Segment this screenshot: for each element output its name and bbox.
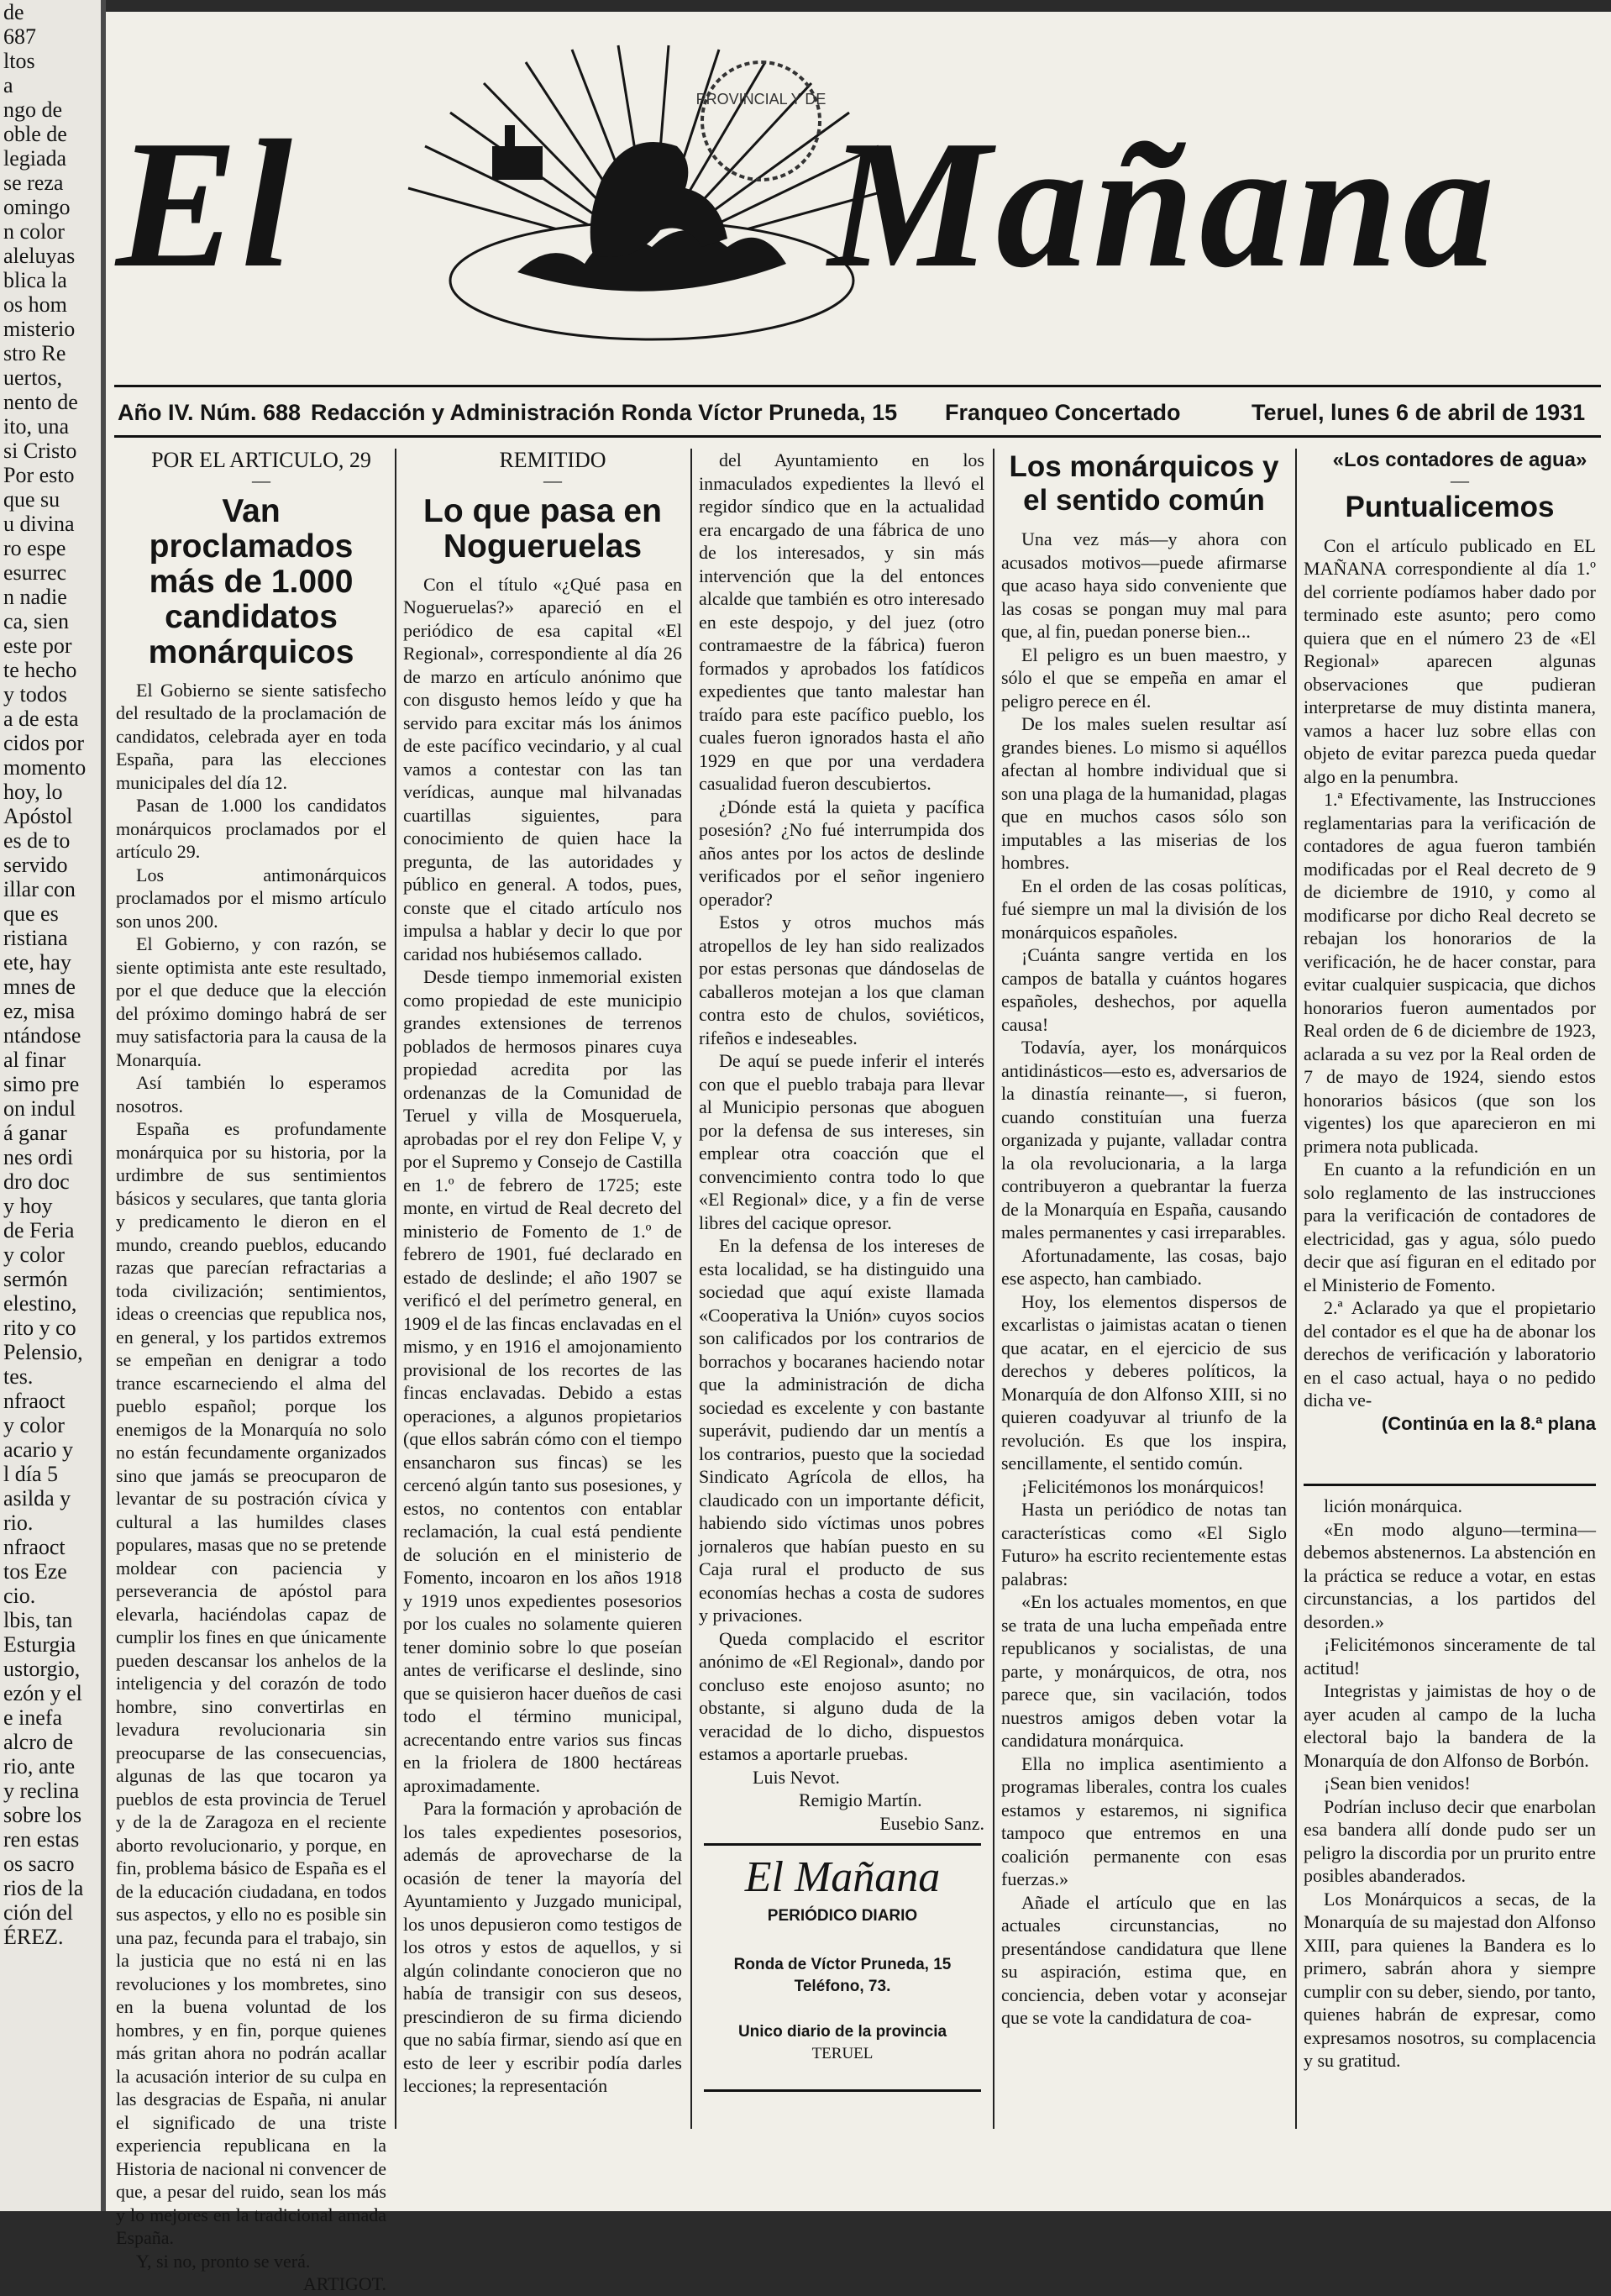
spine-text-fragment: misterio (3, 317, 76, 341)
paragraph: Queda complacido el escritor anónimo de «El Regional», dando por concluso este enojoso asunto; no obstante, si alguno duda de la veracidad de lo dicho, dispuestos estamos a aportarle pruebas. (699, 1627, 984, 1764)
spine-text-fragment: mnes de (3, 975, 76, 999)
paragraph: En cuanto a la refundición en un solo reglamento de las instrucciones para la verificación de contadores de electricidad, gas y agua, sólo puedo decir que así figuran en el editado por el Ministerio de Fomento. (1304, 1159, 1596, 1295)
article-body (403, 573, 682, 2098)
signer: Remigio Martín. (799, 1789, 922, 1810)
article-signature: ARTIGOT. (302, 2273, 386, 2294)
spine-text-fragment: y todos (3, 682, 67, 707)
newspaper-page (106, 12, 1611, 2294)
spine-text-fragment: de (3, 0, 24, 24)
masthead-advert-box (704, 1843, 981, 2092)
spine-text-fragment: si Cristo (3, 439, 77, 463)
adjacent-page-spine (0, 0, 106, 2211)
divider-dash: — (543, 469, 562, 491)
paragraph: Añade el artículo que en las actuales circunstancias, no presentándose candidatura que llene su aspiración, estima que, en conciencia, deben votar y aconsejar que se vote la candidatura de coa- (1001, 1891, 1287, 2028)
spine-text-fragment: e inefa (3, 1705, 63, 1730)
paragraph: Pasan de 1.000 los candidatos monárquicos proclamados por el artículo 29. (116, 795, 386, 862)
article-kicker: «Los contadores de agua» (1332, 449, 1587, 471)
ad-phone: Teléfono, 73. (794, 1978, 891, 1995)
article-headline: Puntualicemos (1345, 490, 1555, 523)
spine-text-fragment: simo pre (3, 1072, 80, 1096)
spine-text-fragment: te hecho (3, 658, 77, 682)
title-el: El (116, 103, 296, 306)
paragraph: ¡Sean bien venidos! (1324, 1773, 1471, 1794)
spine-text-fragment: y hoy (3, 1194, 53, 1218)
spine-text-fragment: elestino, (3, 1291, 77, 1316)
column-divider (395, 449, 396, 2129)
paragraph: En la defensa de los intereses de esta localidad, se ha distinguido una sociedad que aquí existe llamada «Cooperativa la Unión» cuyos socios son calificados por los contrarios de borrachos y bocaranes haciendo notar que la administración de dicha sociedad es excelente y con bastante superávit, pudiendo dar un mentís a los contrarios, puesto que la sociedad Sindicato Agrícola de ellos, ha claudicado con un importante déficit, habiendo sido víctimas unos pobres jornaleros que habían puesto en su Caja rural el producto de sus economías hechas a costa de sudores y privaciones. (699, 1235, 984, 1626)
spine-text-fragment: blica la (3, 268, 67, 292)
spine-text-fragment: n color (3, 219, 65, 244)
spine-text-fragment: de Feria (3, 1218, 75, 1243)
spine-text-fragment: sobre los (3, 1803, 82, 1827)
spine-text-fragment: ristiana (3, 926, 68, 950)
spine-text-fragment: acario y (3, 1437, 74, 1462)
masthead-rule-top (114, 385, 1601, 387)
article-headline: Van proclamados más de 1.000 candidatos monárquicos (148, 492, 354, 670)
spine-text-fragment: ito, una (3, 414, 69, 439)
spine-text-fragment: l día 5 (3, 1462, 58, 1486)
spine-text-fragment: y color (3, 1413, 65, 1437)
ad-city: TERUEL (811, 2045, 874, 2062)
paragraph: «En los actuales momentos, en que se trata de una lucha empeñada entre republicanos y socialistas, de una parte, y monárquicos, de otra, nos parece que, sin vacilación, todos nuestros amigos deben votar la candidatura monárquica. (1001, 1591, 1287, 1751)
spine-text-fragment: nfraoct (3, 1535, 66, 1559)
spine-text-fragment: nes ordi (3, 1145, 74, 1169)
paragraph: El peligro es un buen maestro, y sólo el que se empeña en amar el peligro perece en él. (1001, 644, 1287, 712)
spine-text-fragment: esurrec (3, 560, 67, 585)
spine-text-fragment: que su (3, 487, 60, 512)
article-nogueruelas-cont (699, 449, 984, 1834)
ad-subtitle: PERIÓDICO DIARIO (767, 1907, 918, 1925)
stamp-label: PROVINCIAL Y DE (695, 91, 826, 108)
paragraph: En el orden de las cosas políticas, fué siempre un mal la división de los monárquicos españoles. (1001, 875, 1287, 943)
article-body (699, 449, 984, 1766)
article-puntualicemos (1304, 449, 1596, 1478)
spine-text-fragment: á ganar (3, 1121, 67, 1145)
paragraph: El Gobierno se siente satisfecho del resultado de la proclamación de candidatos, celebrada ayer en toda España, para las elecciones municipales del día 12. (116, 679, 386, 793)
paragraph: De aquí se puede inferir el interés con que el pueblo trabaja para llevar al Municipio personas que aboguen por la defensa de sus intereses, sin emplear otra coacción que el convencimiento contra todo lo que «El Regional» dice, y a fin de verse libres del cacique opresor. (699, 1050, 984, 1233)
paragraph: Todavía, ayer, los monárquicos antidinásticos—esto es, adversarios de la dinastía reinante—, si fueron, cuando constituían una fuerza organizada y pujante, valladar contra la ola revolucionaria, a la larga contribuyeron a quebrantar la fuerza de la Monarquía en España, causando males permanentes y casi irreparables. (1001, 1037, 1287, 1243)
paragraph: «En modo alguno—termina—debemos abstenernos. La abstención en la práctica se reduce a votar, en estas circunstancias, a los partidos del desorden.» (1304, 1518, 1596, 1632)
spine-text-fragment: on indul (3, 1096, 76, 1121)
spine-text-fragment: legiada (3, 146, 67, 171)
spine-text-fragment: ren estas (3, 1827, 80, 1852)
spine-text-fragment: tos Eze (3, 1559, 67, 1584)
paragraph: ¡Cuánta sangre vertida en los campos de batalla y cuántos hogares españoles, deshechos, por aquella causa! (1001, 944, 1287, 1035)
signer: Eusebio Sanz. (879, 1812, 984, 1834)
spine-text-fragment: dro doc (3, 1169, 70, 1194)
paragraph: Así también lo esperamos nosotros. (116, 1072, 386, 1116)
spine-text-fragment: rito y co (3, 1316, 76, 1340)
spine-text-fragment: nfraoct (3, 1389, 66, 1413)
spine-text-fragment: cidos por (3, 731, 85, 755)
spine-text-fragment: ca, sien (3, 609, 69, 633)
continued-note: (Continúa en la 8.ª plana (1381, 1412, 1596, 1434)
masthead-rule-bottom (114, 435, 1601, 438)
ad-slogan: Unico diario de la provincia (737, 2023, 947, 2041)
spine-text-fragment: ltos (3, 49, 35, 73)
paragraph: Hasta un periódico de notas tan características como «El Siglo Futuro» ha escrito recientemente estas palabras: (1001, 1499, 1287, 1589)
paragraph: ¡Felicitémonos sinceramente de tal actitud! (1304, 1634, 1596, 1679)
archive-stamp-icon (702, 62, 820, 180)
article-kicker: POR EL ARTICULO, 29 (151, 448, 371, 472)
issue-number: Año IV. Núm. 688 (118, 400, 302, 425)
spine-text-fragment: Apóstol (3, 804, 73, 828)
spine-text-fragment: nento de (3, 390, 78, 414)
article-body (1001, 528, 1287, 2030)
divider-dash: — (252, 469, 270, 491)
spine-text-fragment: es de to (3, 828, 71, 853)
title-manana: Mañana (828, 103, 1500, 306)
column-divider (1295, 449, 1297, 2129)
paragraph: 1.ª Efectivamente, las Instrucciones reglamentarias para la verificación de contadores de agua fueron también modificadas por el Real decreto de 9 de diciembre de 1910, y como al modificarse por dicho Real decreto se rebajan los honorarios de la verificación, he de hacer constar, para evitar cualquier suspicacia, que dichos honorarios fueron aumentados por Real orden de 6 de diciembre de 1923, aclarada a su vez por la Real orden de 7 de mayo de 1924, siendo estos honorarios básicos (que son los vigentes) los que aparecieron en mi primera nota publicada. (1304, 789, 1596, 1157)
article-headline: Los monárquicos y el sentido común (1009, 450, 1279, 517)
divider-dash: — (1451, 469, 1469, 491)
spine-text-fragment: ustorgio, (3, 1657, 81, 1681)
dateline: Teruel, lunes 6 de abril de 1931 (1252, 400, 1586, 425)
spine-text-fragment: tes. (3, 1364, 34, 1389)
spine-text-fragment: Pelensio, (3, 1340, 83, 1364)
paragraph: 2.ª Aclarado ya que el propietario del contador es el que ha de abonar los derechos de verificación y laboratorio en el caso actual, haya o no pedido dicha ve- (1304, 1297, 1596, 1411)
section-rule (1304, 1484, 1596, 1486)
office-address: Redacción y Administración Ronda Víctor Pruneda, 15 (311, 400, 898, 425)
paragraph: Desde tiempo inmemorial existen como propiedad de este municipio grandes extensiones de terrenos poblados de hermosos pinares cuya propiedad acredita por las ordenanzas de la Comunidad de Teruel y villa de Mosqueruela, aprobadas por el rey don Felipe V, y por el Supremo y Consejo de Castilla en 1.º de febrero de 1725; este monte, en virtud de Real decreto del ministerio de Fomento de 1.º de febrero de 1901, fué declarado en estado de deslinde; el año 1907 se verificó el del perímetro general, en 1909 el de las fincas enclavadas en el mismo, y en 1916 el amojonamiento provisional de los recortes de las fincas enclavadas. Debido a estas operaciones, a algunos propietarios (que ellos sabrán cómo con el tiempo ensancharon sus fincas) se les cercenó algún tanto sus posesiones, y estos, no contentos con entablar reclamación, la cual está pendiente de solución en el ministerio de Fomento, incoaron en los años 1918 y 1919 unos expedientes posesorios por los cuales no solamente quieren tener dominio sobre lo que poseían antes de verificarse el deslinde, sino que se quisieron hacer dueños de casi todo el término municipal, acrecentando entre varios sus fincas en la friolera de 1800 hectáreas aproximadamente. (403, 966, 682, 1796)
spine-text-fragment: aleluyas (3, 244, 76, 268)
paragraph: Hoy, los elementos dispersos de excarlistas o jaimistas acatan o tienen que acatar, en el ejercicio de sus derechos y deberes políticos, la Monarquía de don Alfonso XIII, si no quieren coadyuvar al triunfo de la revolución. Es que los inspira, sencillamente, el sentido común. (1001, 1290, 1287, 1474)
issue-info-bar (118, 400, 1604, 433)
paragraph: Los antimonárquicos proclamados por el mismo artículo son unos 200. (116, 864, 386, 932)
spine-text-fragment: Por esto (3, 463, 75, 487)
spine-text-fragment: ezón y el (3, 1681, 82, 1705)
spine-text-fragment: a de esta (3, 707, 79, 731)
paragraph: Podrían incluso decir que enarbolan esa bandera allí donde pudo ser un peligro la discordia por un prurito entre posibles abanderados. (1304, 1795, 1596, 1886)
spine-text-fragment: y color (3, 1243, 65, 1267)
paragraph: lición monárquica. (1324, 1495, 1462, 1516)
spine-text-fragment: servido (3, 853, 68, 877)
paragraph: ¡Felicitémonos los monárquicos! (1021, 1475, 1265, 1497)
spine-text-fragment: sermón (3, 1267, 68, 1291)
article-proclamados (116, 448, 386, 2294)
ad-title: El Mañana (744, 1853, 941, 1901)
spine-text-fragment: ngo de (3, 97, 63, 122)
spine-text-fragment: omingo (3, 195, 71, 219)
postage-note: Franqueo Concertado (945, 400, 1181, 425)
spine-text-fragment: a (3, 73, 13, 97)
spine-text-fragment: stro Re (3, 341, 66, 365)
column-divider (993, 449, 994, 2129)
spine-text-fragment: ción del (3, 1900, 74, 1925)
article-body (116, 679, 386, 2273)
spine-text-fragment: ro espe (3, 536, 66, 560)
spine-text-fragment: n nadie (3, 585, 67, 609)
spine-text-fragment: asilda y (3, 1486, 71, 1511)
paragraph: Para la formación y aprobación de los tales expedientes posesorios, además de aprovecharse de la ocasión de tener la mayoría del Ayuntamiento y Juzgado municipal, los unos depusieron como testigos de los otros y estos de aquellos, y si algún colindante conocieron que no había de transigir con sus deseos, prescindieron de su firma diciendo que no sabía firmar, siendo así que en esto de leer y escribir podía darles lecciones; la representación (403, 1798, 682, 2096)
spine-text-fragment: uertos, (3, 365, 63, 390)
paragraph: De los males suelen resultar así grandes bienes. Lo mismo si aquéllos afectan al hombre individual que si son una plaga de la humanidad, plagas que en muchos casos sólo son imputables a las miserias de los hombres. (1001, 713, 1287, 873)
column-divider (690, 449, 692, 2129)
article-monarquicos-cont (1304, 1495, 1596, 2200)
spine-text-fragment: rio, ante (3, 1754, 76, 1778)
paragraph: Con el artículo publicado en EL MAÑANA correspondiente al día 1.º del corriente podíamos haber dado por terminado este asunto; pero como quiera que en el número 23 de «El Regional» aparecen algunas observaciones que pudieran interpretarse de muy distinta manera, vamos a hacer luz sobre ellas con objeto de evitar parezca pueda quedar algo en la penumbra. (1304, 534, 1596, 787)
spine-text-fragment: alcro de (3, 1730, 74, 1754)
article-headline: Lo que pasa en Nogueruelas (423, 492, 662, 565)
spine-text-fragment: cio. (3, 1584, 36, 1608)
spine-text-fragment: oble de (3, 122, 67, 146)
paragraph: del Ayuntamiento en los inmaculados expedientes la llevó el regidor síndico que en la actualidad era encargado de una fábrica de uno de los interesados, y sin más intervención que la del entonces alcalde que también es otro interesado en este despojo, y del juez (otro contramaestre de la fábrica) fueron formados y aprobados los fatídicos expedientes que tanto malestar han traído para este pacífico pueblo, los cuales fueron ignorados hasta el año 1929 en que por una verdadera casualidad fueron descubiertos. (699, 449, 984, 794)
spine-text-fragment: Esturgia (3, 1632, 76, 1657)
spine-text-fragment: momento (3, 755, 87, 780)
paragraph: Con el título «¿Qué pasa en Nogueruelas?» apareció en el periódico de esa capital «El Regional», correspondiente al día 26 de marzo en artículo anónimo que con disgusto hemos leído y que ha servido para excitar más los ánimos de este pacífico vecindario, y al cual vamos a contestar con las tan verídicas, aunque mal hilvanadas cuartillas siguientes, para conocimiento de quien hace la pregunta, de las autoridades y público en general. A todos, pues, conste que el citado artículo nos impulsa a hablar y decir lo que por caridad nos hubiésemos callado. (403, 573, 682, 964)
spine-text-fragment: ez, misa (3, 999, 76, 1023)
signer: Luis Nevot. (753, 1766, 840, 1788)
spine-text-fragment: os hom (3, 292, 67, 317)
ad-address: Ronda de Víctor Pruneda, 15 (733, 1956, 952, 1973)
article-monarquicos (1001, 449, 1287, 2200)
paragraph: ¿Dónde está la quieta y pacífica posesión? ¿No fué interrumpida dos años antes por los actos de deslinde verificados por el señor ingeniero operador? (699, 796, 984, 910)
spine-text-fragment: ntándose (3, 1023, 81, 1048)
spine-text-fragment: rio. (3, 1511, 34, 1535)
article-nogueruelas (403, 449, 682, 2200)
spine-text-fragment: illar con (3, 877, 76, 901)
spine-text-fragment: se reza (3, 171, 64, 195)
paragraph: Los Monárquicos a secas, de la Monarquía de su majestad don Alfonso XIII, para quienes la Bandera es lo primero, sabrán ahora y siempre cumplir con su deber, siendo, por tanto, quienes habrán de expresar, como expresamos nosotros, su complacencia y su gratitud. (1304, 1888, 1596, 2071)
spine-text-fragment: ÉREZ. (3, 1925, 64, 1949)
article-kicker: REMITIDO (499, 448, 606, 472)
paragraph: Ella no implica asentimiento a programas liberales, contra los cuales estamos y estaremos, ni significa tampoco que entremos en una coalición permanente con esas fuerzas.» (1001, 1752, 1287, 1889)
article-body (1304, 1495, 1596, 2073)
spine-text-fragment: os sacro (3, 1852, 75, 1876)
spine-text-fragment: rios de la (3, 1876, 84, 1900)
spine-text-fragment: ete, hay (3, 950, 71, 975)
spine-text-fragment: 687 (3, 24, 36, 49)
spine-text-fragment: lbis, tan (3, 1608, 73, 1632)
spine-text-fragment: que es (3, 901, 59, 926)
paragraph: Una vez más—y ahora con acusados motivos—puede afirmarse que acaso haya sido conveniente que las cosas se pongan muy mal para que, al fin, puedan ponerse bien... (1001, 528, 1287, 642)
spine-text-fragment: u divina (3, 512, 75, 536)
paragraph: El Gobierno, y con razón, se siente optimista ante este resultado, por el que deduce que la elección del próximo domingo habrá de ser muy satisfactoria para la causa de la Monarquía. (116, 933, 386, 1070)
spine-text-fragment: y reclina (3, 1778, 80, 1803)
article-body (1304, 534, 1596, 1412)
paragraph: Estos y otros muchos más atropellos de ley han sido realizados por estas personas que dándoselas de caballeros motejan a los que claman contra esto de chulos, soviéticos, rifeños e indeseables. (699, 912, 984, 1048)
paragraph: Integristas y jaimistas de hoy o de ayer acuden al campo de la lucha electoral bajo la bandera de la Monarquía de don Alfonso de Borbón. (1304, 1680, 1596, 1771)
spine-text-fragment: al finar (3, 1048, 66, 1072)
masthead (106, 12, 1611, 381)
paragraph: Y, si no, pronto se verá. (136, 2250, 311, 2272)
paragraph: España es profundamente monárquica por su historia, por la urdimbre de sus sentimientos básicos y seculares, que tanta gloria y predicamento le dieron en el mundo, creando pueblos, educando razas que parecían refractarias a toda civilización; sentimientos, ideas o creencias que republica nos, en general, y los partidos extremos se empeñan en denigrar a todo trance escarneciendo el alma del pueblo español; porque los enemigos de la Monarquía no solo no están fecundamente organizados sino que jamás se preocuparon de levantar de su postración cívica y cultural a las humildes clases populares, masas que no se pretende moldear con paciencia y perseverancia de apóstol para elevarla, haciéndolas capaz de cumplir los fines en que únicamente pueden descansar los anhelos de la inteligencia y del corazón de todo hombre, sino convertirlas en levadura revolucionaria sin preocuparse de las consecuencias, algunas de las que tocaron ya pueblos de esta provincia de Teruel y de la de Zaragoza en el reciente aborto revolucionario, y porque, en fin, problema básico de España es el de la educación ciudadana, en todos sus aspectos, y ello no es posible sin una paz, fecunda para el trabajo, sin la justicia que no está ni en las revoluciones y los mombretes, sino en la buena voluntad de los hombres, y en fin, porque quienes más gritan ahora no podrán acallar la acusación interior de su culpa en las desgracias de España, ni anular el significado de una triste experiencia republicana en la Historia de nacional ni convencer de que, a pesar del ruido, sean los más y lo mejores en la tradicional amada España. (116, 1118, 386, 2248)
paragraph: Afortunadamente, las cosas, bajo ese aspecto, han cambiado. (1001, 1244, 1287, 1289)
spine-text-fragment: hoy, lo (3, 780, 63, 804)
spine-text-fragment: este por (3, 633, 72, 658)
